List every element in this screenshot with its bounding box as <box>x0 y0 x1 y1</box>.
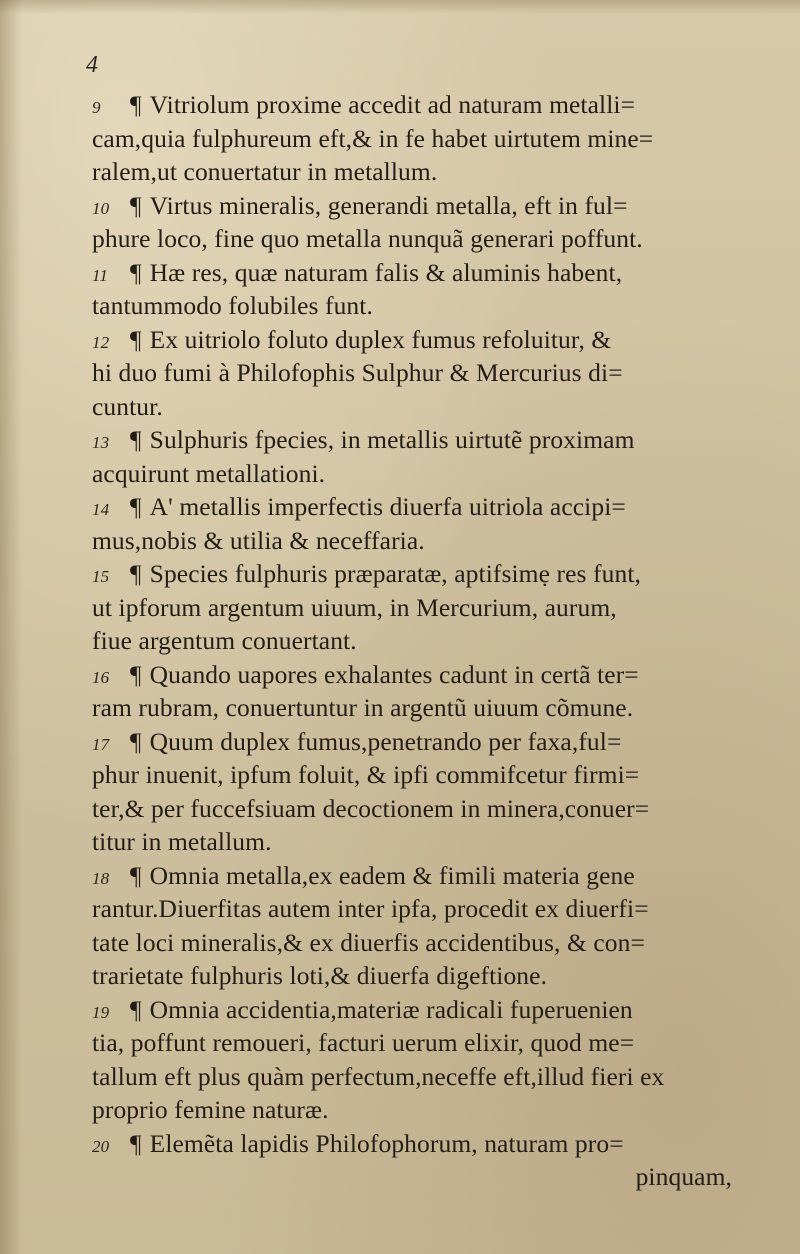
line-text: titur in metallum. <box>92 827 272 856</box>
text-line <box>92 222 742 256</box>
text-line <box>92 557 742 591</box>
line-text: tate loci mineralis,& ex diuerfis accidentibus, & con= <box>92 927 645 957</box>
pilcrow-mark: ¶ <box>130 1128 142 1158</box>
entry-number: 16 <box>92 667 110 687</box>
pilcrow-mark: ¶ <box>130 659 142 689</box>
line-text: ralem,ut conuertatur in metallum. <box>92 157 438 186</box>
aphorism-entry <box>92 658 742 725</box>
line-text: Hæ res, quæ naturam falis & aluminis habent, <box>149 257 623 287</box>
line-text: phur inuenit, ipfum foluit, & ipfi commifcetur firmi= <box>92 760 640 789</box>
entry-number: 17 <box>92 734 110 754</box>
entry-number: 20 <box>92 1136 110 1156</box>
aphorism-entry <box>92 859 742 993</box>
text-line <box>92 390 742 424</box>
line-text: Quum duplex fumus,penetrando per faxa,ful= <box>149 726 622 756</box>
text-line <box>92 926 742 960</box>
pilcrow-mark: ¶ <box>130 324 142 354</box>
text-body <box>92 88 742 1194</box>
pilcrow-mark: ¶ <box>130 994 142 1024</box>
text-line <box>92 155 742 189</box>
text-line <box>92 725 742 759</box>
aphorism-entry <box>92 88 742 189</box>
line-text: Sulphuris fpecies, in metallis uirtutẽ proximam <box>149 425 635 454</box>
aphorism-entry <box>92 423 742 490</box>
text-line <box>92 591 742 625</box>
aphorism-entry <box>92 323 742 424</box>
pilcrow-mark: ¶ <box>130 726 142 756</box>
entry-number: 12 <box>92 332 110 352</box>
line-text: ut ipforum argentum uiuum, in Mercurium, aurum, <box>92 592 617 622</box>
entry-number: 14 <box>92 500 110 519</box>
text-line <box>92 323 742 357</box>
entry-number: 15 <box>92 567 110 586</box>
text-line <box>92 859 742 893</box>
line-text: Quando uapores exhalantes cadunt in certã ter= <box>149 659 639 689</box>
text-line <box>92 189 742 223</box>
entry-number: 10 <box>92 198 110 218</box>
entry-number: 9 <box>92 98 101 117</box>
text-line <box>92 88 742 122</box>
pilcrow-mark: ¶ <box>130 90 142 119</box>
pilcrow-mark: ¶ <box>130 860 142 890</box>
text-line <box>92 691 742 725</box>
text-line <box>92 1026 742 1060</box>
line-text: tantummodo folubiles funt. <box>92 291 373 320</box>
line-text: Omnia metalla,ex eadem & fimili materia gene <box>149 860 635 890</box>
text-line <box>92 423 742 457</box>
line-text: cuntur. <box>92 391 163 421</box>
line-text: proprio femine naturæ. <box>92 1095 329 1124</box>
entry-number: 18 <box>92 868 110 888</box>
text-line <box>92 993 742 1027</box>
line-text: Elemẽta lapidis Philofophorum, naturam pro= <box>149 1128 624 1158</box>
line-text: rantur.Diuerfitas autem inter ipfa, procedit ex diuerfi= <box>92 894 649 923</box>
aphorism-entry <box>92 993 742 1127</box>
text-line <box>92 658 742 692</box>
line-text: Omnia accidentia,materiæ radicali fuperuenien <box>149 994 633 1024</box>
pilcrow-mark: ¶ <box>130 492 142 521</box>
page-left-shadow <box>0 0 22 1254</box>
entry-number: 19 <box>92 1002 110 1022</box>
line-text: fiue argentum conuertant. <box>92 626 357 655</box>
line-text: Vitriolum proxime accedit ad naturam metalli= <box>149 90 636 119</box>
line-text: acquirunt metallationi. <box>92 458 326 488</box>
line-text: Ex uitriolo foluto duplex fumus refoluitur, & <box>149 324 612 354</box>
text-line <box>92 356 742 390</box>
text-line <box>92 1160 742 1194</box>
line-text: ter,& per fuccefsiuam decoctionem in minera,conuer= <box>92 793 650 823</box>
text-line <box>92 1127 742 1161</box>
aphorism-entry <box>92 725 742 859</box>
pilcrow-mark: ¶ <box>130 190 142 220</box>
page-top-shadow <box>0 0 800 14</box>
text-line <box>92 1060 742 1094</box>
line-text: mus,nobis & utilia & neceffaria. <box>92 525 425 555</box>
line-text: hi duo fumi à Philofophis Sulphur & Mercurius di= <box>92 358 623 387</box>
text-line <box>92 959 742 993</box>
text-line <box>92 289 742 323</box>
line-text: ram rubram, conuertuntur in argentũ uiuum cõmune. <box>92 693 634 722</box>
text-line <box>92 256 742 290</box>
aphorism-entry <box>92 256 742 323</box>
line-text: cam,quia fulphureum eft,& in fe habet uirtutem mine= <box>92 123 654 153</box>
aphorism-entry <box>92 189 742 256</box>
text-line <box>92 457 742 491</box>
line-text: tia, poffunt remoueri, facturi uerum elixir, quod me= <box>92 1028 635 1057</box>
text-line <box>92 825 742 859</box>
text-line <box>92 122 742 156</box>
aphorism-entry <box>92 557 742 658</box>
line-text: A' metallis imperfectis diuerfa uitriola accipi= <box>149 492 626 521</box>
text-line <box>92 524 742 558</box>
text-line <box>92 624 742 658</box>
text-line <box>92 490 742 524</box>
line-text: Virtus mineralis, generandi metalla, eft in ful= <box>149 190 628 220</box>
entry-number: 11 <box>92 265 108 285</box>
line-text: pinquam, <box>635 1162 732 1191</box>
text-line <box>92 792 742 826</box>
aphorism-entry <box>92 490 742 557</box>
line-text: tallum eft plus quàm perfectum,neceffe eft,illud fieri ex <box>92 1061 665 1091</box>
aphorism-entry <box>92 1127 742 1194</box>
text-line <box>92 892 742 926</box>
page-number: 4 <box>86 52 98 78</box>
line-text: trarietate fulphuris loti,& diuerfa digeftione. <box>92 961 548 990</box>
pilcrow-mark: ¶ <box>130 257 142 287</box>
text-line <box>92 758 742 792</box>
text-line <box>92 1093 742 1127</box>
line-text: Species fulphuris præparatæ, aptifsimẹ res funt, <box>149 559 641 588</box>
pilcrow-mark: ¶ <box>130 559 142 588</box>
line-text: phure loco, fine quo metalla nunquã generari poffunt. <box>92 224 643 253</box>
entry-number: 13 <box>92 433 110 452</box>
pilcrow-mark: ¶ <box>130 425 142 454</box>
